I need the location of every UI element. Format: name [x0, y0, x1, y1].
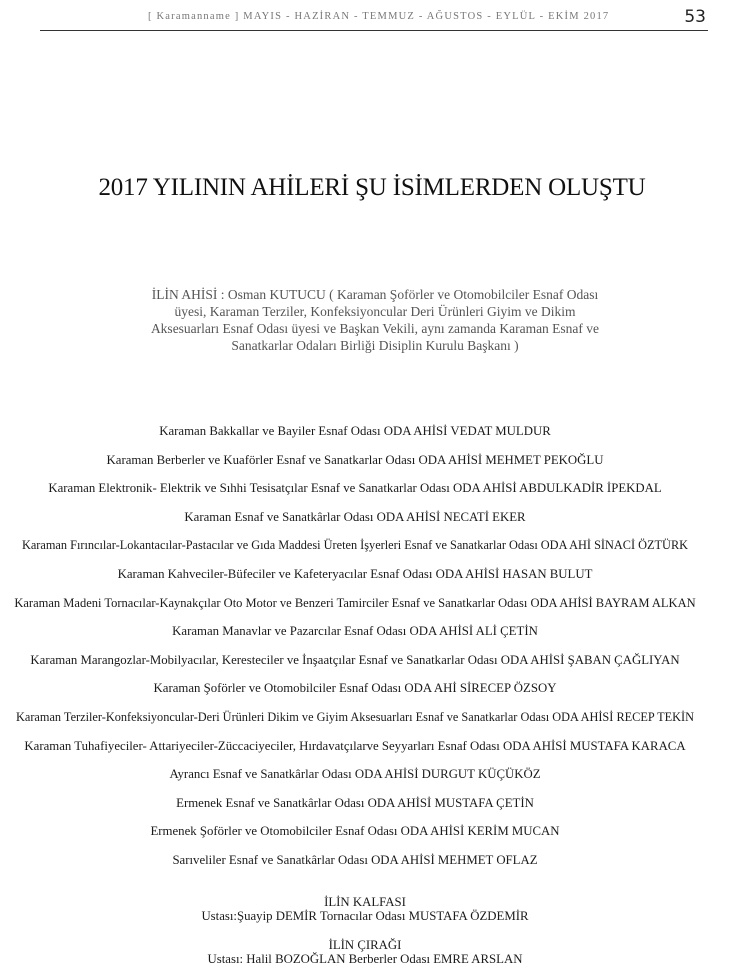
list-item: Karaman Terziler-Konfeksiyoncular-Deri Ürünleri Dikim ve Giyim Aksesuarları Esnaf ve Sanatkarlar Odası ODA AHİSİ RECEP TEKİN [16, 709, 694, 724]
list-item: Karaman Manavlar ve Pazarcılar Esnaf Odası ODA AHİSİ ALİ ÇETİN [172, 624, 538, 639]
list-item: Karaman Esnaf ve Sanatkârlar Odası ODA AHİSİ NECATİ EKER [184, 509, 526, 524]
ilin-kalfasi-block [0, 895, 730, 923]
ilin-ciragi-block [0, 938, 730, 966]
oda-ahileri-list [0, 424, 710, 882]
list-item: Sarıveliler Esnaf ve Sanatkârlar Odası ODA AHİSİ MEHMET OFLAZ [172, 852, 538, 867]
list-item: Karaman Bakkallar ve Bayiler Esnaf Odası ODA AHİSİ VEDAT MULDUR [159, 424, 551, 438]
list-item: Ermenek Esnaf ve Sanatkârlar Odası ODA AHİSİ MUSTAFA ÇETİN [176, 795, 534, 810]
il-ahisi-paragraph [40, 286, 710, 354]
list-item: Karaman Fırıncılar-Lokantacılar-Pastacılar ve Gıda Maddesi Üreten İşyerleri Esnaf ve Sanatkarlar Odası ODA AHİ SİNACİ ÖZTÜRK [21, 538, 689, 553]
list-item: Karaman Berberler ve Kuaförler Esnaf ve Sanatkarlar Odası ODA AHİSİ MEHMET PEKOĞLU [106, 452, 604, 467]
running-header: [ Karamanname ] MAYIS - HAZİRAN - TEMMUZ - AĞUSTOS - EYLÜL - EKİM 2017 [148, 11, 610, 22]
il-ahisi-line: Aksesuarları Esnaf Odası üyesi ve Başkan Vekili, aynı zamanda Karaman Esnaf ve [150, 321, 600, 336]
list-item: Karaman Elektronik- Elektrik ve Sıhhi Tesisatçılar Esnaf ve Sanatkarlar Odası ODA AHİSİ ABDULKADİR İPEKDAL [48, 481, 662, 496]
ilin-kalfasi-text: Ustası:Şuayip DEMİR Tornacılar Odası MUSTAFA ÖZDEMİR [201, 909, 529, 923]
list-item: Karaman Madeni Tornacılar-Kaynakçılar Oto Motor ve Benzeri Tamirciler Esnaf ve Sanatkarlar Odası ODA AHİSİ BAYRAM ALKAN [14, 595, 696, 610]
ilin-kalfasi-heading: İLİN KALFASI [324, 895, 406, 909]
list-item: Karaman Kahveciler-Büfeciler ve Kafeteryacılar Esnaf Odası ODA AHİSİ HASAN BULUT [117, 566, 593, 581]
page-header [40, 8, 708, 31]
il-ahisi-line: İLİN AHİSİ : Osman KUTUCU ( Karaman Şoförler ve Otomobilciler Esnaf Odası [151, 287, 599, 302]
article-title: 2017 YILININ AHİLERİ ŞU İSİMLERDEN OLUŞTU [98, 174, 646, 201]
page-number: 53 [684, 7, 706, 27]
list-item: Ermenek Şoförler ve Otomobilciler Esnaf Odası ODA AHİSİ KERİM MUCAN [150, 824, 560, 839]
list-item: Karaman Tuhafiyeciler- Attariyeciler-Züccaciyeciler, Hırdavatçılarve Seyyarları Esnaf Odası ODA AHİSİ MUSTAFA KARACA [24, 738, 686, 753]
ilin-ciragi-heading: İLİN ÇIRAĞI [328, 938, 402, 952]
list-item: Karaman Marangozlar-Mobilyacılar, Keresteciler ve İnşaatçılar Esnaf ve Sanatkarlar Odası ODA AHİSİ ŞABAN ÇAĞLIYAN [30, 652, 680, 667]
list-item: Ayrancı Esnaf ve Sanatkârlar Odası ODA AHİSİ DURGUT KÜÇÜKÖZ [169, 767, 541, 782]
ilin-ciragi-text: Ustası: Halil BOZOĞLAN Berberler Odası EMRE ARSLAN [207, 952, 523, 966]
list-item: Karaman Şoförler ve Otomobilciler Esnaf Odası ODA AHİ SİRECEP ÖZSOY [153, 681, 557, 696]
il-ahisi-line: üyesi, Karaman Terziler, Konfeksiyoncular Deri Ürünleri Giyim ve Dikim [174, 304, 576, 319]
il-ahisi-line: Sanatkarlar Odaları Birliği Disiplin Kurulu Başkanı ) [231, 338, 519, 353]
